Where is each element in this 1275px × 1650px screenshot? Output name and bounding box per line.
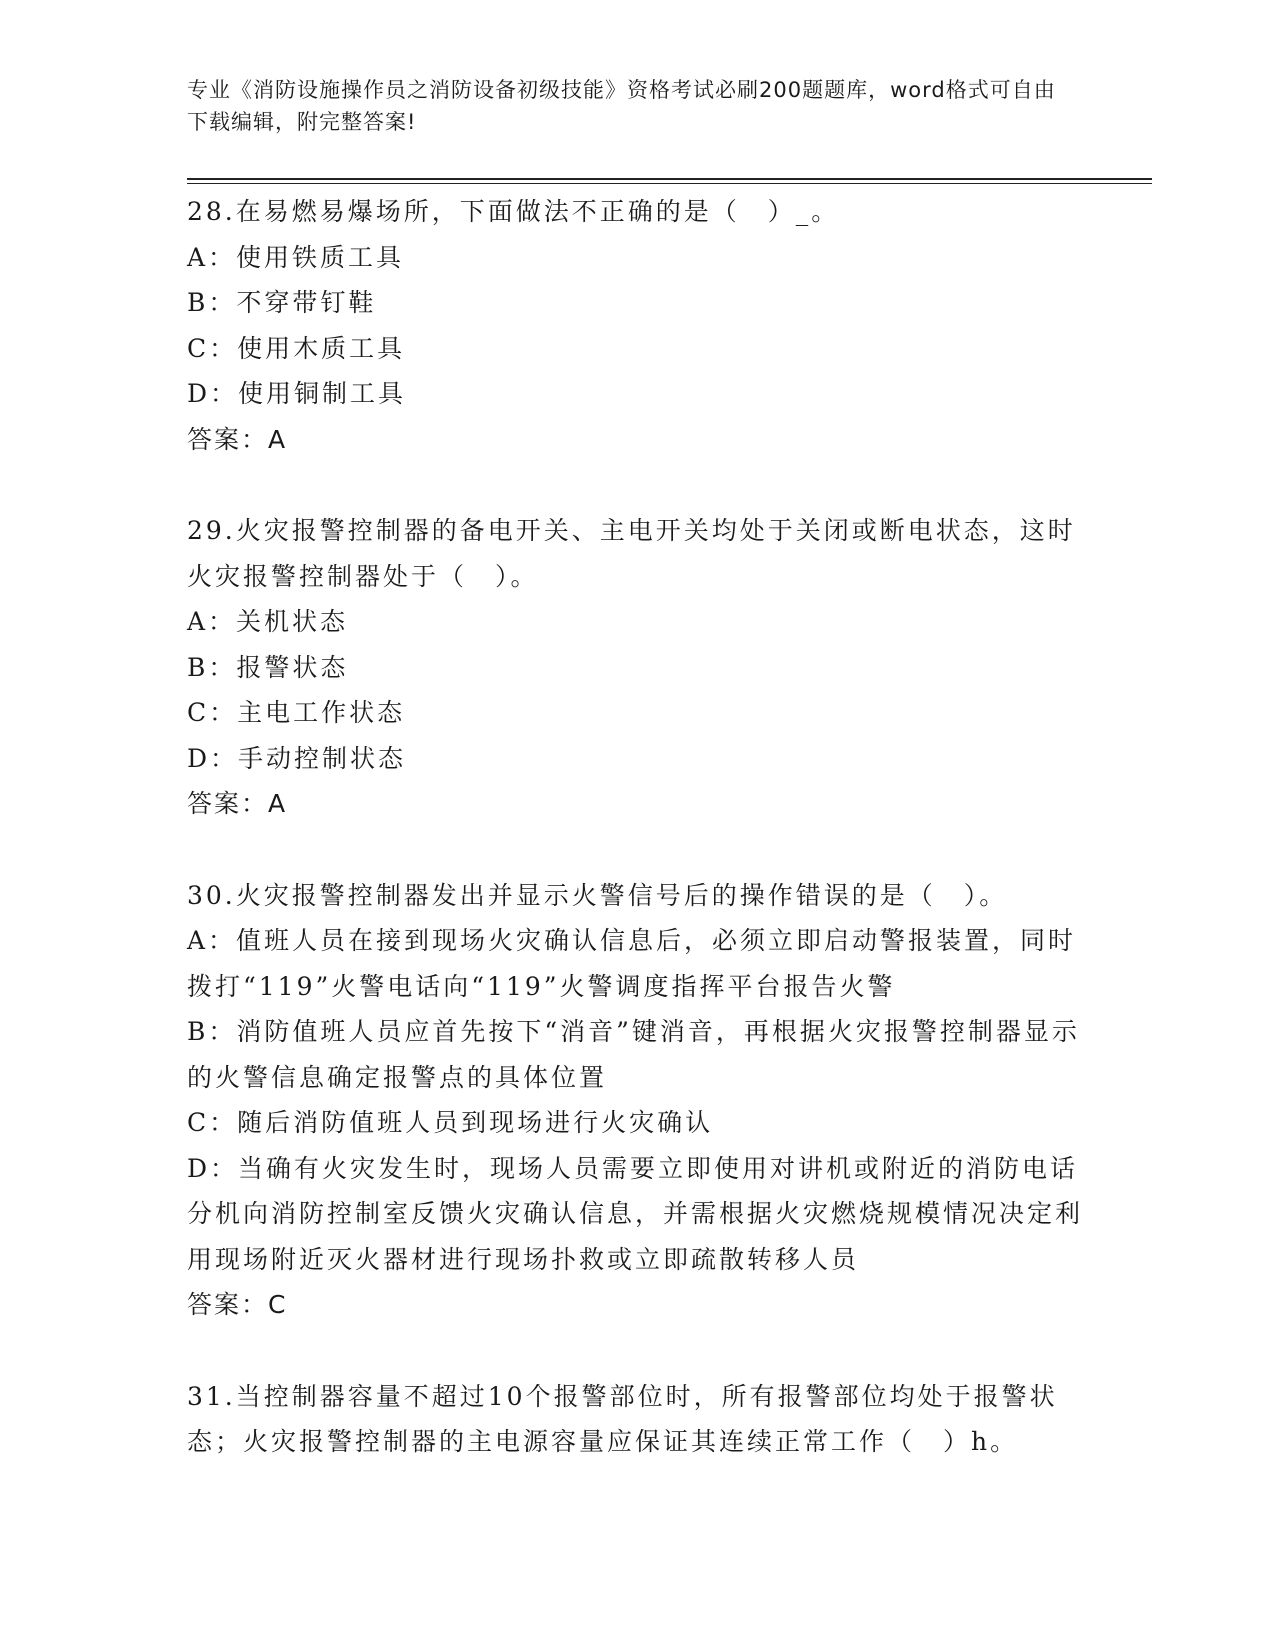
option-a: A：关机状态	[187, 607, 349, 636]
option-d: D：手动控制状态	[187, 743, 407, 773]
option-d: D：使用铜制工具	[187, 379, 407, 408]
answer: 答案：A	[187, 424, 288, 454]
question-29	[187, 508, 1087, 827]
answer: 答案：C	[187, 1290, 288, 1319]
option-d: D：当确有火灾发生时，现场人员需要立即使用对讲机或附近的消防电话分机向消防控制室反馈火灾确认信息，并需根据火灾燃烧规模情况决定利用现场附近灭火器材进行现场扑救或立即疏散转移人员	[187, 1153, 1084, 1274]
question-30	[187, 873, 1087, 1328]
option-a: A：值班人员在接到现场火灾确认信息后，必须立即启动警报装置，同时拨打“119”火警电话向“119”火警调度指挥平台报告火警	[187, 926, 1077, 1001]
question-28	[187, 189, 1087, 462]
option-b: B：报警状态	[187, 652, 349, 682]
question-stem: 29.火灾报警控制器的备电开关、主电开关均处于关闭或断电状态，这时火灾报警控制器处于（ ）。	[187, 516, 1076, 591]
option-b: B：不穿带钉鞋	[187, 288, 377, 317]
option-b: B：消防值班人员应首先按下“消音”键消音，再根据火灾报警控制器显示的火警信息确定报警点的具体位置	[187, 1017, 1080, 1092]
question-stem: 31.当控制器容量不超过10个报警部位时，所有报警部位均处于报警状态；火灾报警控制器的主电源容量应保证其连续正常工作（ ）h。	[187, 1381, 1058, 1456]
question-list	[187, 189, 1087, 1511]
question-31	[187, 1374, 1087, 1465]
option-c: C：使用木质工具	[187, 333, 406, 363]
header-divider	[187, 178, 1152, 184]
option-c: C：随后消防值班人员到现场进行火灾确认	[187, 1108, 714, 1137]
answer: 答案：A	[187, 789, 288, 818]
question-stem: 30.火灾报警控制器发出并显示火警信号后的操作错误的是（ ）。	[187, 880, 1008, 910]
question-stem: 28.在易燃易爆场所，下面做法不正确的是（ ）_。	[187, 197, 840, 226]
option-c: C：主电工作状态	[187, 698, 406, 727]
document-header: 专业《消防设施操作员之消防设备初级技能》资格考试必刷200题题库，word格式可自由下载编辑，附完整答案!	[187, 78, 1056, 134]
option-a: A：使用铁质工具	[187, 242, 405, 272]
